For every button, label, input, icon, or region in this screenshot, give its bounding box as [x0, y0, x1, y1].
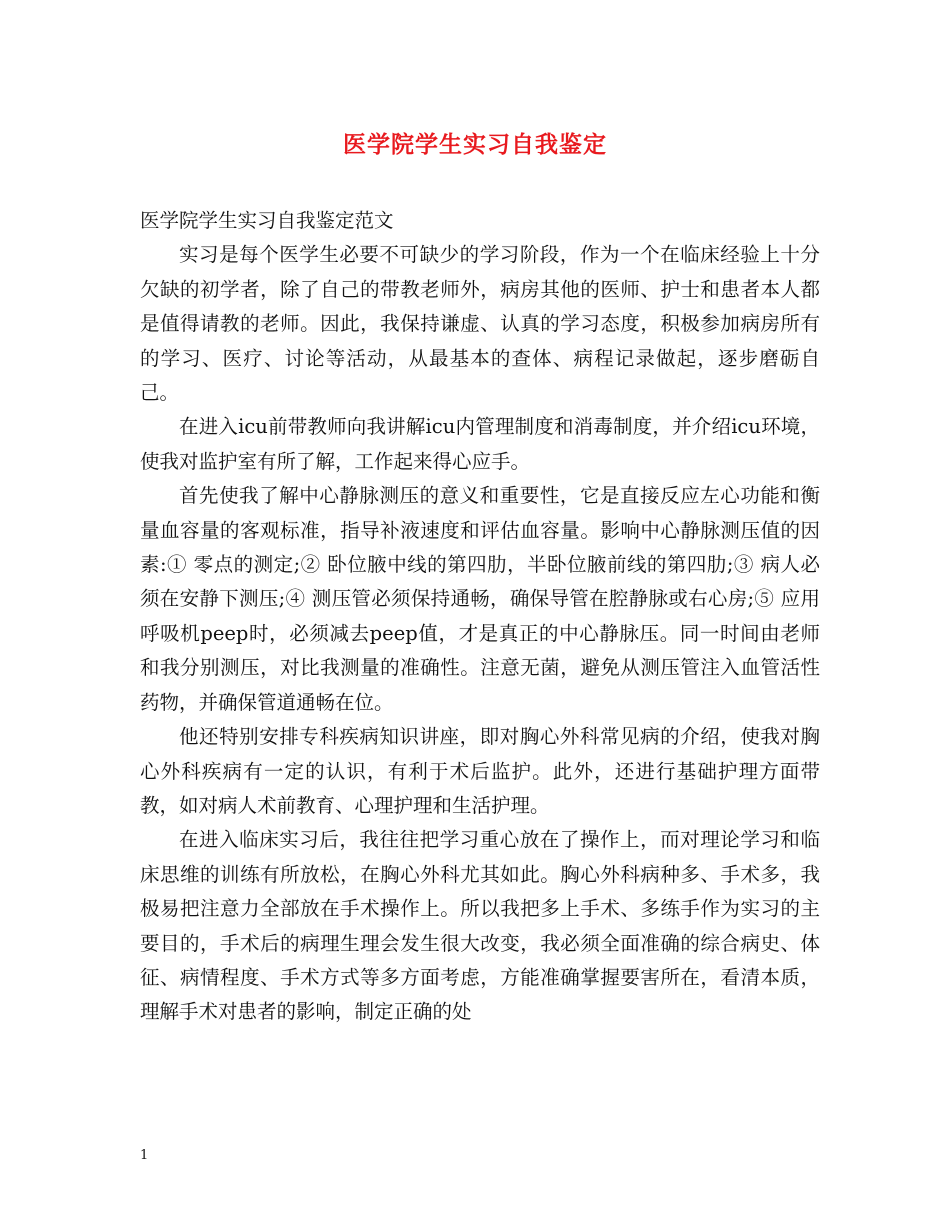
paragraph-1: 实习是每个医学生必要不可缺少的学习阶段，作为一个在临床经验上十分欠缺的初学者，除了自己的带教老师外，病房其他的医师、护士和患者本人都是值得请教的老师。因此，我保持谦虚、认真的学习态度，积极参加病房所有的学习、医疗、讨论等活动，从最基本的查体、病程记录做起，逐步磨砺自己。 [140, 243, 820, 405]
document-body [140, 204, 820, 1030]
page-number: 1 [140, 1148, 149, 1163]
paragraph-2: 在进入icu前带教师向我讲解icu内管理制度和消毒制度，并介绍icu环境，使我对监护室有所了解，工作起来得心应手。 [140, 415, 820, 473]
paragraph-4: 他还特别安排专科疾病知识讲座，即对胸心外科常见病的介绍，使我对胸心外科疾病有一定的认识，有利于术后监护。此外，还进行基础护理方面带教，如对病人术前教育、心理护理和生活护理。 [140, 725, 820, 817]
paragraph-3: 首先使我了解中心静脉测压的意义和重要性，它是直接反应左心功能和衡量血容量的客观标准，指导补液速度和评估血容量。影响中心静脉测压值的因素:① 零点的测定;② 卧位腋中线的第四肋，半卧位腋前线的第四肋;③ 病人必须在安静下测压;④ 测压管必须保持通畅，确保导管在腔静脉或右心房;⑤ 应用呼吸机peep时，必须减去peep值，才是真正的中心静脉压。同一时间由老师和我分别测压，对比我测量的准确性。注意无菌，避免从测压管注入血管活性药物，并确保管道通畅在位。 [140, 484, 820, 714]
paragraph-5: 在进入临床实习后，我往往把学习重心放在了操作上，而对理论学习和临床思维的训练有所放松，在胸心外科尤其如此。胸心外科病种多、手术多，我极易把注意力全部放在手术操作上。所以我把多上手术、多练手作为实习的主要目的，手术后的病理生理会发生很大改变，我必须全面准确的综合病史、体征、病情程度、手术方式等多方面考虑，方能准确掌握要害所在，看清本质，理解手术对患者的影响，制定正确的处 [140, 828, 820, 1024]
document-subtitle: 医学院学生实习自我鉴定范文 [140, 209, 394, 232]
document-title: 医学院学生实习自我鉴定 [343, 131, 607, 158]
